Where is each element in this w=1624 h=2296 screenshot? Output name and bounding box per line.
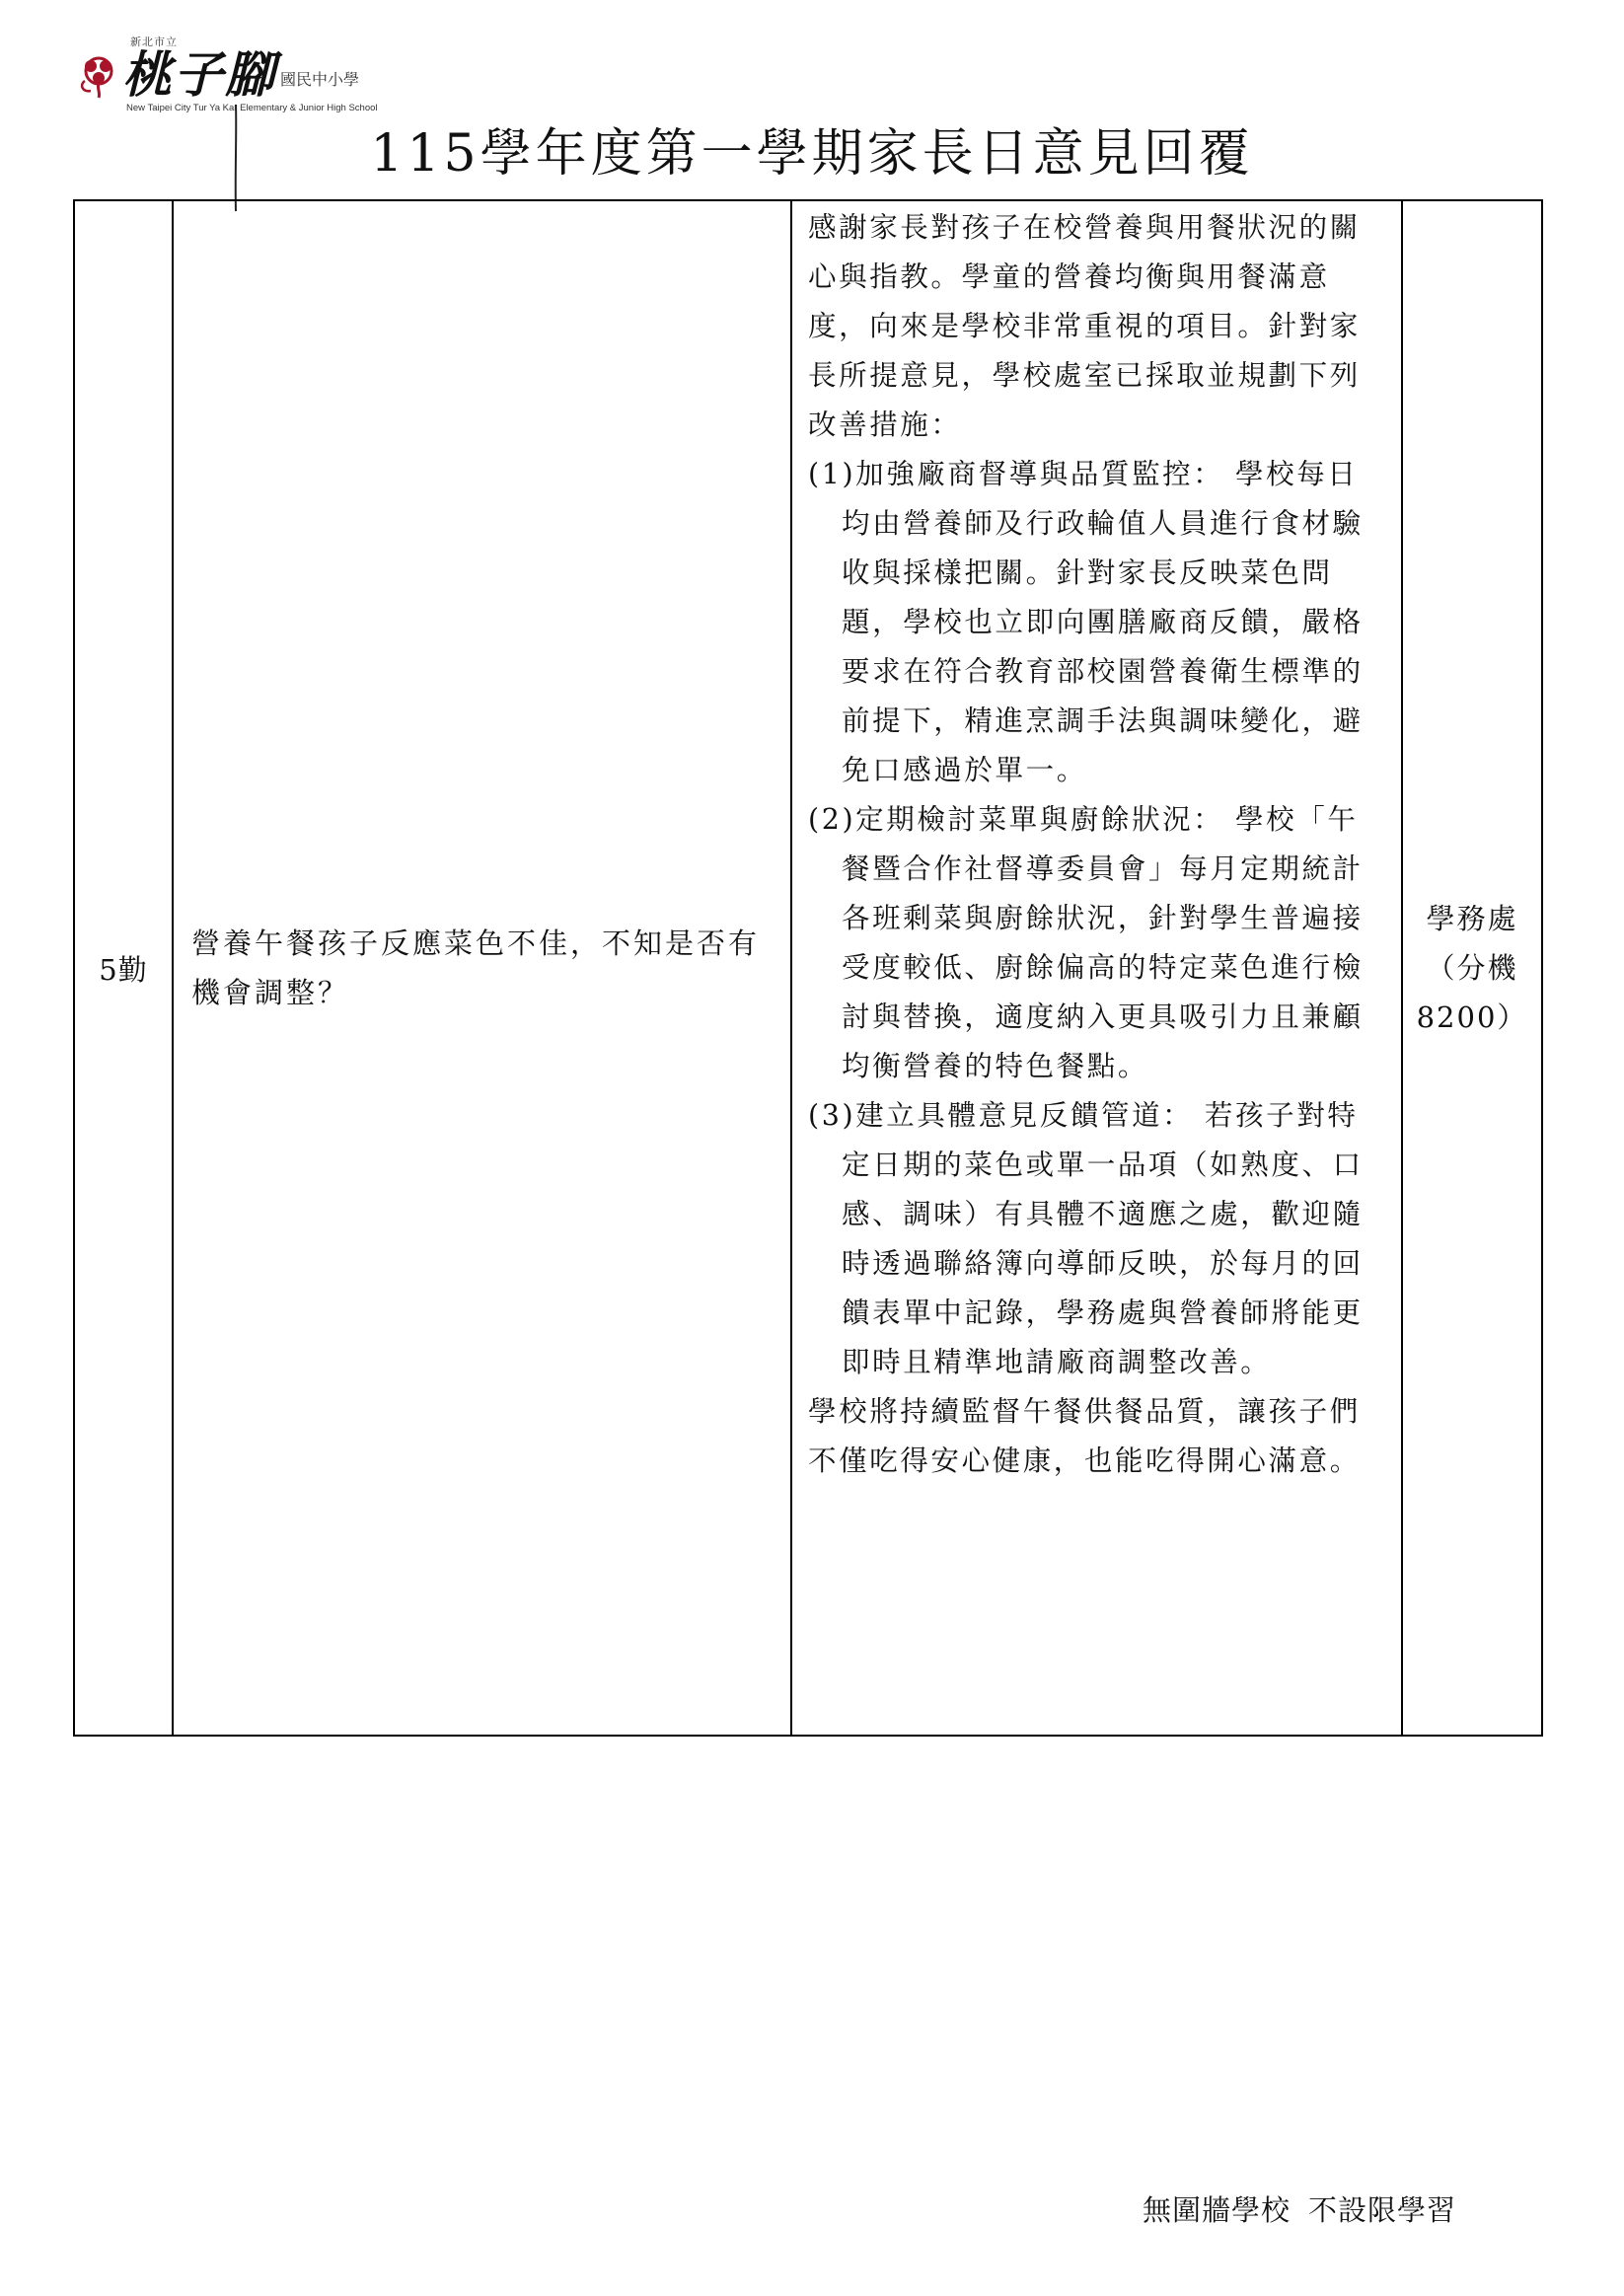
footer-slogan-right: 不設限學習 <box>1308 2193 1457 2227</box>
footer-slogan-left: 無圍牆學校 <box>1143 2193 1292 2227</box>
reply-item-2: (2)定期檢討菜單與廚餘狀況： 學校「午餐暨合作社督導委員會」每月定期統計各班剩菜與廚餘狀況，針對學生普遍接受度較低、廚餘偏高的特定菜色進行檢討與替換，適度納入更具吸引力且兼顧均衡營養的特色餐點。 <box>808 803 1364 1082</box>
reply-table <box>73 199 1543 1737</box>
page-title: 115學年度第一學期家長日意見回覆 <box>370 124 1254 184</box>
class-cell: 5勤 <box>74 200 173 1736</box>
unit-extension: （分機 8200） <box>1416 951 1528 1034</box>
reply-intro: 感謝家長對孩子在校營養與用餐狀況的關心與指教。學童的營養均衡與用餐滿意度，向來是學校非常重視的項目。針對家長所提意見，學校處室已採取並規劃下列改善措施： <box>808 211 1361 441</box>
peach-flower-emblem-icon <box>75 51 122 99</box>
reply-item-3: (3)建立具體意見反饋管道： 若孩子對特定日期的菜色或單一品項（如熟度、口感、調味）有具體不適應之處，歡迎隨時透過聯絡簿向導師反映，於每月的回饋表單中記錄，學務處與營養師將能更即時且精準地請廠商調整改善。 <box>808 1099 1364 1378</box>
logo-school-type: 國民中小學 <box>280 70 360 89</box>
unit-cell <box>1402 200 1542 1736</box>
issue-cell: 營養午餐孩子反應菜色不佳，不知是否有機會調整？ <box>173 200 791 1736</box>
reply-closing: 學校將持續監督午餐供餐品質，讓孩子們不僅吃得安心健康，也能吃得開心滿意。 <box>808 1395 1361 1477</box>
reply-cell <box>791 200 1402 1736</box>
reply-item-1: (1)加強廠商督導與品質監控： 學校每日均由營養師及行政輪值人員進行食材驗收與採樣把關。針對家長反映菜色問題，學校也立即向團膳廠商反饋，嚴格要求在符合教育部校園營養衛生標準的前提下，精進烹調手法與調味變化，避免口感過於單一。 <box>808 458 1364 786</box>
logo-city: 新北市立 <box>130 36 178 48</box>
table-row <box>74 200 1542 1736</box>
logo-brand: 桃子腳 <box>122 45 276 104</box>
logo-english-name: New Taipei City Tur Ya Kar Elementary & Junior High School <box>126 103 378 113</box>
unit-name: 學務處 <box>1426 902 1518 935</box>
footer-slogan <box>1143 2188 1456 2229</box>
